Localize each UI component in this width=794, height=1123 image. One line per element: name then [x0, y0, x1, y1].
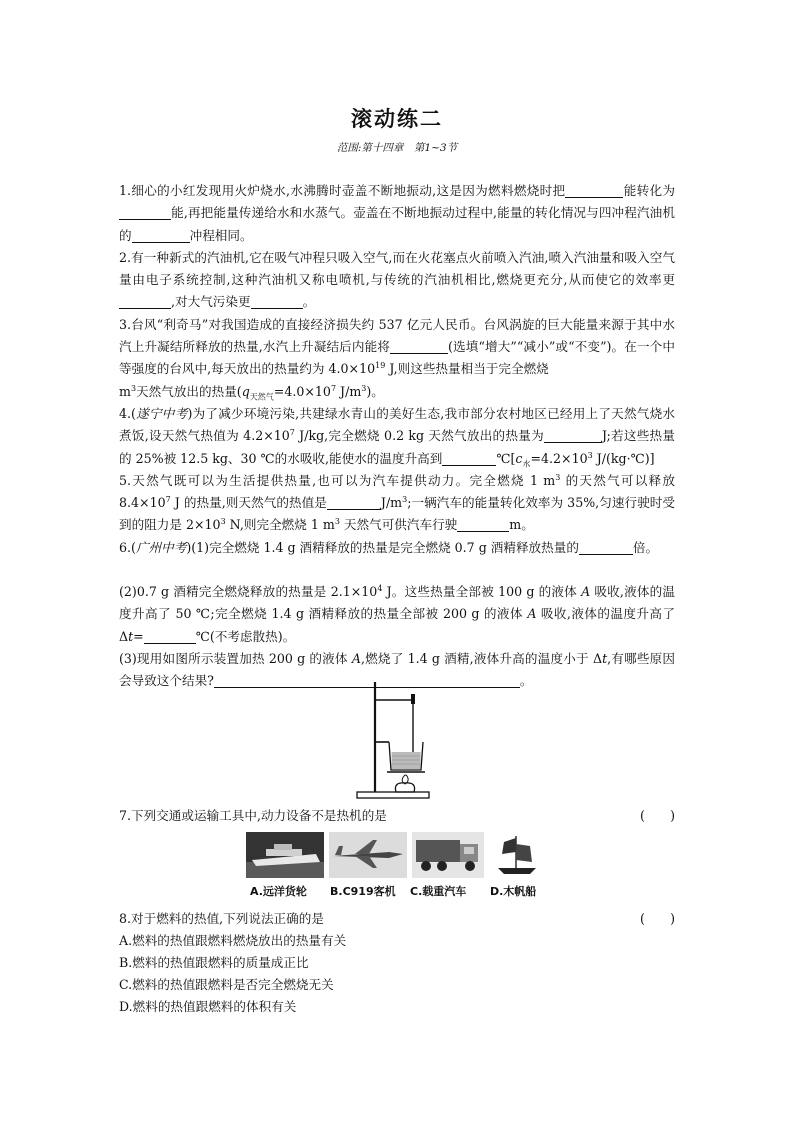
- question-8: [119, 908, 675, 1018]
- spacer: [119, 559, 675, 581]
- q2-blank-2[interactable]: [251, 293, 303, 309]
- q8-option-a[interactable]: A.燃料的热值跟燃料燃烧放出的热量有关: [119, 933, 347, 948]
- truck-image[interactable]: [412, 832, 484, 878]
- q1-blank-3[interactable]: [132, 227, 190, 243]
- q7-stem: 7.下列交通或运输工具中,动力设备不是热机的是: [119, 808, 387, 823]
- q6-liquid-a-1: A: [581, 584, 591, 600]
- q3-text-h: )。: [366, 383, 384, 399]
- q4-symbol-c: c: [515, 450, 523, 466]
- stand-base: [357, 792, 429, 798]
- q4-blank-1[interactable]: [544, 427, 602, 443]
- q7-options-images: [246, 832, 546, 902]
- q3-text-c: J,则这些热量相当于完全燃烧: [385, 361, 549, 377]
- q8-option-b[interactable]: B.燃料的热值跟燃料的质量成正比: [119, 955, 309, 970]
- sailboat-image[interactable]: [492, 832, 540, 878]
- question-3: [119, 314, 675, 403]
- q5-blank-1[interactable]: [327, 494, 381, 510]
- q1-blank-2[interactable]: [119, 204, 171, 220]
- q4-exp-2: 3: [587, 450, 593, 460]
- q7-answer-paren[interactable]: ( ): [639, 808, 675, 823]
- page-title: 滚动练二: [351, 106, 443, 131]
- q6-p2-exp: 4: [377, 583, 383, 593]
- q5-text-h: m。: [509, 517, 534, 533]
- alcohol-lamp-apparatus-image: [355, 678, 435, 802]
- q6-p2-text-c: 吸收,液体的温度升高了 50 ℃;完全燃烧 1.4 g 酒精释放的热量全部被 200 g 的液体: [119, 584, 676, 622]
- q1-text-a: 1.细心的小红发现用火炉烧水,水沸腾时壶盖不断地振动,这是因为燃料燃烧时把: [119, 183, 566, 198]
- q6-p3-text-d: 。: [519, 673, 533, 689]
- q5-exp-5: 3: [334, 517, 340, 527]
- q3-text-d: m: [119, 383, 131, 399]
- q6-blank-2[interactable]: [144, 628, 196, 644]
- question-6-part-2: [119, 581, 675, 648]
- q1-text-c: 能,再把能量传递给水和水蒸气。壶盖在不断地振动过程中,能量的转化情况与四冲程汽油机的: [119, 205, 675, 243]
- q2-text-a: 2.有一种新式的汽油机,它在吸气冲程只吸入空气,而在火花塞点火前喷入汽油,喷入汽油量和吸入空气量由电子系统控制,这种汽油机又称电喷机,与传统的汽油机相比,燃烧更充分,从而使它的效率更: [119, 249, 675, 288]
- q3-symbol-q: q: [241, 383, 250, 399]
- q8-option-d[interactable]: D.燃料的热值跟燃料的体积有关: [119, 999, 297, 1014]
- q3-exp-2: 3: [130, 383, 137, 393]
- q7-option-b[interactable]: B.C919客机: [330, 885, 396, 898]
- cargo-ship-image[interactable]: [246, 832, 324, 878]
- q3-text-g: J/m: [336, 383, 362, 399]
- q1-text-b: 能转化为: [623, 183, 675, 198]
- q3-subscript: 天然气: [249, 392, 274, 402]
- q8-option-c[interactable]: C.燃料的热值跟燃料是否完全燃烧无关: [119, 977, 334, 992]
- q5-text-a: 5.天然气既可以为生活提供热量,也可以为汽车提供动力。完全燃烧 1 m: [119, 472, 556, 488]
- q6-p2-text-e: =: [133, 628, 144, 644]
- q8-stem: 8.对于燃料的热值,下列说法正确的是: [119, 911, 324, 926]
- q4-subscript: 水: [522, 459, 531, 469]
- q1-text-d: 冲程相同。: [189, 227, 253, 243]
- q6-text-a: )(1)完全燃烧 1.4 g 酒精释放的热量是完全燃烧 0.7 g 酒精释放热量的: [186, 539, 579, 555]
- q4-exp-1: 7: [289, 428, 295, 438]
- q5-exp-1: 3: [555, 472, 561, 482]
- q6-p2-text-a: (2)0.7 g 酒精完全燃烧释放的热量是 2.1×10: [119, 584, 378, 600]
- question-4: [119, 403, 675, 470]
- q5-text-g: 天然气可供汽车行驶: [339, 517, 458, 533]
- q2-blank-1[interactable]: [119, 293, 171, 309]
- q7-option-d[interactable]: D.木帆船: [490, 885, 537, 898]
- q4-text-f: J/(kg·℃)]: [592, 450, 655, 466]
- q6-text-b: 倍。: [632, 539, 659, 555]
- q4-text-e: =4.2×10: [530, 450, 588, 466]
- q7-option-a[interactable]: A.远洋货轮: [250, 885, 307, 898]
- q6-liquid-a-3: A: [351, 650, 361, 666]
- q6-symbol-t-1: t: [128, 628, 134, 644]
- q3-blank-1[interactable]: [390, 338, 448, 354]
- q7-option-c[interactable]: C.载重汽车: [410, 885, 467, 898]
- question-2: [119, 247, 675, 314]
- q5-exp-3: 3: [402, 494, 408, 504]
- q4-source: 遂宁中考: [135, 405, 188, 421]
- q1-blank-1[interactable]: [565, 182, 623, 198]
- q4-text-a: )为了减少环境污染,共建绿水青山的美好生态,我市部分农村地区已经用上了天然气烧水煮饭,设天然气热值为 4.2×10: [119, 405, 676, 444]
- q8-answer-paren[interactable]: ( ): [639, 911, 675, 926]
- q6-p3-text-a: (3)现用如图所示装置加热 200 g 的液体: [119, 650, 352, 666]
- q5-exp-4: 3: [220, 517, 226, 527]
- q3-text-e: 天然气放出的热量(: [136, 383, 242, 399]
- q6-num: 6.(: [119, 539, 136, 555]
- q3-text-f: =4.0×10: [273, 383, 331, 399]
- q6-p2-text-b: J。这些热量全部被 100 g 的液体: [382, 584, 582, 600]
- q3-exp-4: 3: [361, 383, 367, 393]
- q4-num: 4.(: [119, 405, 136, 421]
- q5-text-d: J/m: [380, 495, 403, 511]
- q6-p3-text-c: ,有哪些原因会导致这个结果?: [119, 650, 675, 689]
- q3-exp-3: 7: [330, 383, 337, 393]
- q5-text-c: J 的热量,则天然气的热值是: [170, 495, 327, 511]
- q6-p2-text-f: ℃(不考虑散热)。: [195, 628, 296, 644]
- q3-text-b: (选填“增大”“减小”或“不变”)。在一个中等强度的台风中,每天放出的热量约为 4.0×10: [119, 339, 675, 377]
- q6-p2-text-d: 吸收,液体的温度升高了 Δ: [119, 606, 675, 644]
- q6-blank-1[interactable]: [579, 539, 633, 555]
- q6-source: 广州中考: [135, 539, 187, 555]
- q4-text-d: ℃[: [496, 450, 516, 466]
- q2-text-c: 。: [302, 294, 316, 310]
- q6-liquid-a-2: A: [527, 606, 537, 622]
- q4-text-c: J;若这些热量的 25%被 12.5 kg、30 ℃的水吸收,能使水的温度升高到: [119, 428, 676, 466]
- q2-text-b: ,对大气污染更: [171, 294, 251, 310]
- question-1: [119, 180, 675, 247]
- q5-text-e: ;一辆汽车的能量转化效率为 35%,匀速行驶时受到的阻力是 2×10: [119, 495, 675, 533]
- q6-p3-text-b: ,燃烧了 1.4 g 酒精,液体升高的温度小于 Δ: [360, 650, 603, 666]
- q3-text-a: 3.台风“利奇马”对我国造成的直接经济损失约 537 亿元人民币。台风涡旋的巨大能量来源于其中水汽上升凝结所释放的热量,水汽上升凝结后内能将: [119, 316, 675, 355]
- chapter-range: 范围:第十四章 第1~3节: [336, 142, 458, 154]
- liquid-a: [392, 752, 421, 769]
- q3-exp-1: 19: [375, 361, 386, 371]
- question-5: [119, 470, 675, 537]
- q4-text-b: J/kg,完全燃烧 0.2 kg 天然气放出的热量为: [294, 428, 544, 444]
- q5-text-b: 的天然气可以释放 8.4×10: [119, 472, 675, 511]
- airplane-image[interactable]: [329, 832, 407, 878]
- q5-exp-2: 7: [165, 494, 171, 504]
- question-6-part-1: [119, 537, 675, 559]
- q4-blank-2[interactable]: [442, 450, 496, 466]
- q5-text-f: N,则完全燃烧 1 m: [225, 517, 335, 533]
- q5-blank-2[interactable]: [457, 516, 509, 532]
- question-body: [119, 180, 675, 693]
- q6-symbol-t-2: t: [602, 650, 608, 666]
- question-7: [119, 805, 675, 824]
